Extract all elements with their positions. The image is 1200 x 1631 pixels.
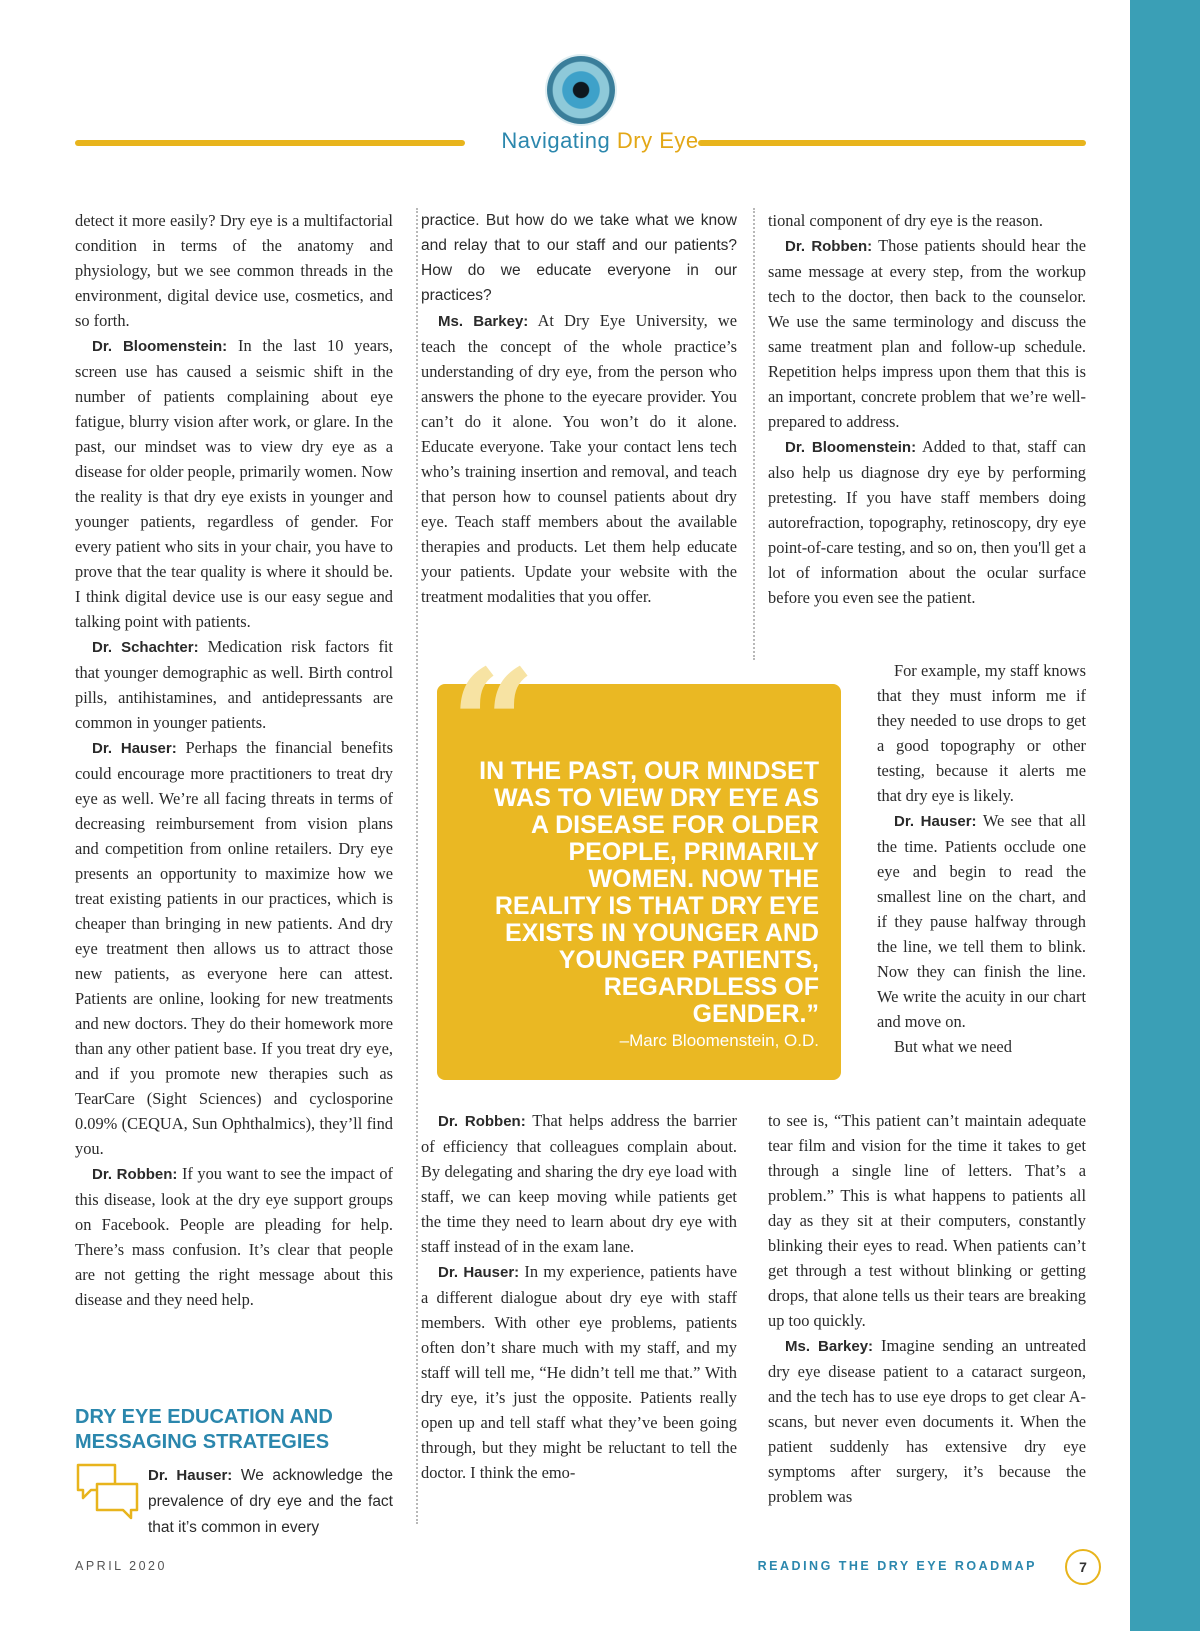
pull-quote: [437, 637, 841, 1080]
paragraph-text: For example, my staff knows that they must inform me if they needed to use drops to get a good topography or other testing, because it alerts me that dry eye is likely.: [877, 661, 1086, 805]
speaker-label: Dr. Robben:: [92, 1166, 178, 1183]
section-header: [470, 128, 730, 154]
paragraph: [421, 308, 737, 609]
paragraph-text: That helps address the barrier of efficiency that colleagues complain about. By delegating and sharing the dry eye load with staff, we can keep moving while patients get the time they need to learn about dry eye with staff instead of in the exam lane.: [421, 1111, 737, 1256]
column-2: [421, 208, 737, 609]
quote-mark: “: [450, 637, 537, 813]
paragraph-text: In the last 10 years, screen use has caused a seismic shift in the number of patients complaining about eye fatigue, blurry vision after work, or glare. In the past, our mindset was to view dry eye as a disease for older people, primarily women. Now the reality is that dry eye exists in younger and younger patients, regardless of gender. For every patient who sits in your chair, you have to prove that the tear quality is where it should be. I think digital device use is our easy segue and talking point with patients.: [75, 336, 393, 631]
paragraph: [75, 333, 393, 634]
speaker-label: Ms. Barkey:: [785, 1338, 874, 1355]
header-title-part1: Navigating: [501, 128, 611, 153]
speaker-label: Dr. Hauser:: [894, 813, 977, 830]
page-number: 7: [1065, 1549, 1101, 1585]
paragraph-text: Those patients should hear the same message at every step, from the workup tech to the doctor, then back to the counselor. We use the same terminology and discuss the same treatment plan and follow-up schedule. Repetition helps impress upon them that this is an important, concrete problem that we’re well-prepared to address.: [768, 236, 1087, 431]
header-title-part2: Dry Eye: [616, 128, 699, 153]
speaker-label: Dr. Schachter:: [92, 639, 199, 656]
section-intro: [148, 1462, 393, 1540]
decorative-side-stripe: [1122, 0, 1200, 1631]
eye-icon: [547, 56, 615, 124]
paragraph: [768, 434, 1086, 610]
speaker-label: Dr. Bloomenstein:: [785, 439, 917, 456]
speaker-label: Ms. Barkey:: [438, 313, 529, 330]
paragraph: tional component of dry eye is the reason.: [768, 211, 1043, 230]
paragraph: [421, 1108, 737, 1259]
pull-quote-attribution: –Marc Bloomenstein, O.D.: [619, 1031, 819, 1050]
paragraph: [75, 735, 393, 1161]
column-3-lower: [768, 1108, 1086, 1509]
question-text: We acknowledge the prevalence of dry eye and the fact that it’s common in every: [148, 1467, 393, 1536]
speaker-label: Dr. Hauser:: [438, 1264, 520, 1281]
paragraph-text: Imagine sending an untreated dry eye disease patient to a cataract surgeon, and the tech has to use eye drops to get clear A-scans, but never even documents it. When the patient suddenly has extensive dry eye symptoms after surgery, it’s because the problem was: [768, 1336, 1086, 1506]
paragraph-text: Medication risk factors fit that younger demographic as well. Birth control pills, antihistamines, and antidepressants are common in younger patients.: [75, 637, 393, 732]
paragraph: [877, 808, 1086, 1034]
column-3: [768, 208, 1086, 610]
paragraph-text: Perhaps the financial benefits could encourage more practitioners to treat dry eye as well. We’re all facing threats in terms of decreasing reimbursement from vision plans and competition from online retailers. Dry eye presents an opportunity to maximize how we treat existing patients in our practices, which is cheaper than bringing in new patients. And dry eye treatment then allows us to attract those new patients, as everyone here can attest. Patients are online, looking for new treatments and new doctors. They do their homework more than any other patient base. If you treat dry eye, and if you promote new therapies such as TearCare (Sight Sciences) and cyclosporine 0.09% (CEQUA, Sun Ophthalmics), they’ll find you.: [75, 738, 393, 1158]
speaker-label: Dr. Hauser:: [92, 740, 177, 757]
paragraph: [75, 634, 393, 735]
paragraph: [768, 1333, 1086, 1509]
issue-date: APRIL 2020: [75, 1559, 167, 1573]
stripe-edge: [1116, 0, 1130, 1631]
speaker-label: Dr. Hauser:: [148, 1467, 233, 1484]
header-rule-right: [698, 140, 1086, 146]
paragraph: detect it more easily? Dry eye is a multifactorial condition in terms of the anatomy and physiology, but we see common threads in the environment, digital device use, cosmetics, and so forth.: [75, 211, 393, 330]
section-title: DRY EYE EDUCATION AND MESSAGING STRATEGIES: [75, 1406, 333, 1453]
column-divider: [753, 208, 755, 660]
column-divider: [416, 208, 418, 1524]
column-2-lower: [421, 1108, 737, 1485]
column-1: [75, 208, 393, 1312]
paragraph: [421, 1259, 737, 1485]
paragraph-text: At Dry Eye University, we teach the concept of the whole practice’s understanding of dry eye, from the person who answers the phone to the eyecare provider. You can’t do it alone. You won’t do it alone. Educate everyone. Take your contact lens tech who’s training insertion and removal, and teach that person how to counsel patients about dry eye. Teach staff members about the available therapies and products. Let them help educate your patients. Update your website with the treatment modalities that you offer.: [421, 311, 737, 606]
header-rule-left: [75, 140, 465, 146]
paragraph: [768, 233, 1086, 434]
speaker-label: Dr. Robben:: [438, 1113, 526, 1130]
paragraph-text: Added to that, staff can also help us diagnose dry eye by performing pretesting. If you have staff members doing autorefraction, topography, retinoscopy, dry eye point-of-care testing, and so on, then you'll get a lot of information about the ocular surface before you even see the patient.: [768, 437, 1086, 607]
paragraph-text: In my experience, patients have a different dialogue about dry eye with staff members. With other eye problems, patients often don’t share much with my staff, and my staff will tell me, “He didn’t tell me that.” With dry eye, it’s just the opposite. Patients really open up and tell staff what they’ve been going through, but they might be reluctant to tell the doctor. I think the emo-: [421, 1262, 737, 1482]
paragraph-text: If you want to see the impact of this disease, look at the dry eye support groups on Facebook. People are pleading for help. There’s mass confusion. It’s clear that people are not getting the right message about this disease and they need help.: [75, 1164, 393, 1309]
speaker-label: Dr. Bloomenstein:: [92, 338, 228, 355]
chat-bubbles-icon: [75, 1462, 141, 1522]
paragraph-text: But what we need: [894, 1037, 1012, 1056]
paragraph: [75, 1161, 393, 1312]
column-3-wrap: [877, 658, 1086, 1059]
publication-title: READING THE DRY EYE ROADMAP: [757, 1559, 1037, 1573]
speaker-label: Dr. Robben:: [785, 238, 873, 255]
paragraph-text: We see that all the time. Patients occlude one eye and begin to read the smallest line on the chart, and if they pause halfway through the line, we tell them to blink. Now they can finish the line. We write the acuity in our chart and move on.: [877, 811, 1086, 1031]
paragraph: [148, 1462, 393, 1540]
question-text: practice. But how do we take what we know and relay that to our staff and our patients? How do we educate everyone in our practices?: [421, 212, 737, 304]
pull-quote-text: IN THE PAST, OUR MINDSET WAS TO VIEW DRY EYE AS A DISEASE FOR OLDER PEOPLE, PRIMARILY WOMEN. NOW THE REALITY IS THAT DRY EYE EXISTS IN YOUNGER AND YOUNGER PATIENTS, REGARDLESS OF GENDER.”: [479, 757, 819, 1028]
paragraph-text: to see is, “This patient can’t maintain adequate tear film and vision for the time it takes to get through a single line of letters. That’s a problem.” This is what happens to patients all day as they sit at their computers, constantly blinking their eyes to read. When patients can’t get through a test without blinking or getting drops, that alone tells us their tears are breaking up too quickly.: [768, 1111, 1086, 1330]
